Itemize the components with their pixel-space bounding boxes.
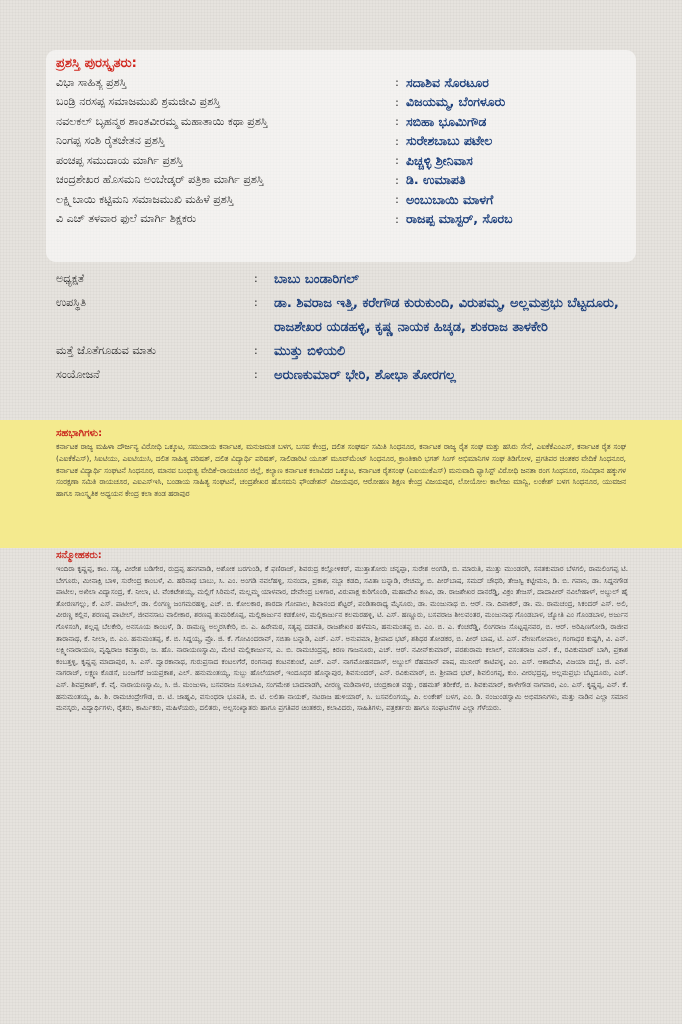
award-row: ಲಕ್ಷ್ಮಿಬಾಯಿ ಕಟ್ಟಿಮನಿ ಸಮಾಜಮುಖಿ ಮಹಿಳೆ ಪ್ರಶಸ್ತಿ : ಅಂಬುಬಾಯಿ ಮಾಳಗೆ	[56, 191, 494, 207]
talk-label: ಮತ್ತೆ ಜೊತೆಗೂಡುವ ಮಾತು	[56, 344, 156, 357]
award-name: ವಿ ಎಚ್ ತಳವಾರ ಫುಲೆ ಮಾರ್ಗಿ ಶಿಕ್ಷಕರು	[56, 212, 197, 226]
award-name: ಲಕ್ಷ್ಮಿಬಾಯಿ ಕಟ್ಟಿಮನಿ ಸಮಾಜಮುಖಿ ಮಹಿಳೆ ಪ್ರಶಸ್ತಿ	[56, 192, 234, 206]
award-recipient: ಡಿ. ಉಮಾಪತಿ	[406, 172, 466, 188]
invitees-text: ಇಂದಿರಾ ಕೃಷ್ಣಪ್ಪ, ಕಾಂ. ಸತ್ಯ, ವೀರೇಶ ಬಡಿಗೇರ, ರುದ್ರಪ್ಪ ಹನಗವಾಡಿ, ಅಶೋಕ ಬರಗುಂಡಿ, ಕೆ ಫಣಿರಾಜ್, ಶಿವರುದ್ರ ಕಲ್ಲೋಳಿಕರ್, ಮುತ್ತಾತೋರು ಚನ್ನಪ್ಪಾ, ಸುರೇಶ ಅಂಗಡಿ, ಬಿ. ಮಾರುತಿ, ಮುತ್ತು ಮುಂಡರಗಿ, ಸನತಕುಮಾರ ಬೆಳಗಲಿ, ರಾಮಲಿಂಗಪ್ಪ ಟಿ. ಬೇಗೂರು, ಮೀನಾಕ್ಷಿ ಬಾಳಿ, ಸುರೇಂದ್ರ ಕಾಂಬಳೆ, ವಿ. ಹರಿನಾಥ ಬಾಬು, ಸಿ. ಎಂ. ಅಂಗಡಿ ನವಲೆಹಳ್ಳಿ, ಸುನಂದಾ, ಪ್ರಕಾಶ, ನಬ್ಬಾ ಕಡದಿ, ಸವಿತಾ ಬನ್ನಾಡಿ, ರೇಚಮ್ಮ, ಬಿ. ಪೀರ್‌ಬಾಷ, ಸಮದ್ ಚೌಧರಿ, ತೇಜಸ್ವಿ ಕಟ್ಟೀಮನಿ, ಡಿ. ಬಿ. ಗವಾನಿ, ಡಾ. ಸಿದ್ದನಗೌಡ ಪಾಟೀಲ, ಅಖಿಲಾ ವಿದ್ಯಾಸಂದ್ರ, ಕೆ. ನೀಲಾ, ಟಿ. ವೆಂಕಟೇಶಯ್ಯ, ಮಲ್ಲಿಗೆ ಸಿರಿಮನೆ, ಮಲ್ಲಮ್ಮ ಯಾಳವಾರ, ದೇವೇಂದ್ರ ಬಳಿಗಾರ, ವಿರುಪಾಕ್ಷ ಕುರಿಗೊಂಡಿ, ಮಹಾದೇವಿ ಕಣವಿ, ಡಾ. ರಾಜಶೇಖರ ದಾನರೆಡ್ಡಿ, ವಿಕ್ರಂ ತೇಜಸ್, ದಾದಾಪೀರ್ ನವಿಲೇಹಾಳ್, ಅಬ್ದುಲ್ ಹೈ ತೋರಣಗಲ್ಲು, ಕೆ. ಎಸ್. ಪಾಟೀಲ್, ಡಾ. ಲಿಂಗಣ್ಣ ಜಂಗಮರಹಳ್ಳಿ, ಎಚ್. ಬಿ. ಕೋಲಕಾರ, ಶಾರದಾ ಗೋಪಾಲ, ಶಿವಾನಂದ ಶೆಟ್ಟರ್, ಪಂಡಿತಾರಾಧ್ಯ ಮೈಸೂರು, ಡಾ. ಮಂಜುನಾಥ ಬಿ. ಆರ್. ನಾ. ದಿವಾಕರ್, ಡಾ. ಮ. ರಾಮಚಂದ್ರ, ಸಿಕಂದರ್ ಎಸ್. ಅಲಿ, ವೀರಣ್ಣ ಕಲ್ಲಿನ, ಶರಣಪ್ಪ ಪಾಟೀಲ್, ಜೀವನಸಾಬ ವಾಲೀಕಾರ, ಶರಣಪ್ಪ ತುಮರಿಕೊಪ್ಪ, ಮಲ್ಲಿಕಾರ್ಜುನ ಕಡಕೋಳ, ಮಲ್ಲಿಕಾರ್ಜುನ ಕಲಮರಹಳ್ಳಿ, ಟಿ. ಎಸ್. ಹಣ್ಣೂರು, ಬಸವರಾಜ ಶೀಲವಂತರ, ಮಂಜುನಾಥ ಗೊಂಡಬಾಳ, ಜ್ಯೋತಿ ಎಂ ಗೊಂಡಬಾಳ, ಅರ್ಜುನ ಗೊಳಸಂಗಿ, ಶಲ್ಲಪ್ಪ ಬೆಲಕೇರಿ, ಅನಸೂಯ ಕಾಂಬಳೆ, ಡಿ. ರಾಮಣ್ಣ ಅಲ್ಮರಸಿಕೇರಿ, ಬಿ. ಎ. ಹಿರೇಮಠ, ಸತ್ಯಪ್ಪ ದಡವತಿ, ರಾಜಶೇಖರ ಹಳೆಮನಿ, ಹನುಮಂತಪ್ಪ ಬಿ. ಎಂ. ಬಿ. ಎ. ಕೆಂಚರೆಡ್ಡಿ, ಲಿಂಗರಾಜ ಸೊಟ್ಟಪ್ಪನವರ, ಬಿ. ಆರ್. ಅರಿಷಿಣಗೋಡಿ, ರಾಜೀವ ತಾರಾನಾಥ, ಕೆ. ನೀಲಾ, ಬಿ. ಎಂ. ಹನುಮಂತಪ್ಪ, ಕೆ. ಬಿ. ಸಿದ್ದಯ್ಯ, ಪ್ರೊ. ಜಿ. ಕೆ. ಗೋವಿಂದರಾವ್, ಸಬಿತಾ ಬನ್ನಾಡಿ, ಎಚ್. ಎಸ್. ಅನುಪಮಾ, ಶ್ರೀಪಾದ ಭಟ್, ಶಶಿಧರ ತೋಡಕರ, ಬಿ. ಪೀರ್ ಬಾಷ, ಟಿ. ಎಸ್. ವೇಣುಗೋಪಾಲ, ಗಂಗಾಧರ ಕುಷ್ಟಗಿ, ವಿ. ಎನ್. ಲಕ್ಷ್ಮೀನಾರಾಯಣ, ಪೃಥ್ವಿರಾಜ ಕವತ್ತಾರು, ಜ. ಹೊ. ನಾರಾಯಣಸ್ವಾಮಿ, ಮೇಟಿ ಮಲ್ಲಿಕಾರ್ಜುನ, ಎ. ಬಿ. ರಾಮಚಂದ್ರಪ್ಪ, ಕಿರಣ ಗಾಜನೂರು, ಎಚ್. ಆರ್. ನವೀನ್‌ಕುಮಾರ್, ಪರಶುರಾಮ ಕಲಾಲ್, ವಸಂತರಾಜ ಎನ್. ಕೆ., ರವಿಕುಮಾರ್ ಬಾಗಿ, ಪ್ರಕಾಶ ಕಂಬತ್ತಳ್ಳಿ, ಕೃಷ್ಣಪ್ಪ ಮಾದಾಪುರ, ಸಿ. ಎಸ್. ದ್ವಾರಕಾನಾಥ, ಗುರುಪ್ರಸಾದ ಕಂಟಲಗೆರೆ, ರಂಗನಾಥ ಕಂಟನಕುಂಟೆ, ಎಚ್. ಎನ್. ನಾಗಮೋಹನದಾಸ್, ಅಬ್ದುಲ್ ರೆಹಮಾನ್ ಪಾಷ, ಮುನೀರ್ ಕಾಟಿಪಳ್ಳ, ಎಂ. ಎಸ್. ಆಶಾದೇವಿ, ವಿಜಯಾ ದಬ್ಬೆ, ಜಿ. ಎನ್. ನಾಗರಾಜ್, ಲಕ್ಷ್ಮಣ ಕೊಡಸೆ, ಬಂಜಗೆರೆ ಜಯಪ್ರಕಾಶ, ಎಲ್. ಹನುಮಂತಯ್ಯ, ಸುಬ್ಬು ಹೊಲೆಯಾರ್, ಇಂದೂಧರ ಹೊನ್ನಾಪುರ, ಶಿವಸುಂದರ್, ಎನ್. ರವಿಕುಮಾರ್, ಬಿ. ಶ್ರೀಪಾದ ಭಟ್, ಶಿವಲಿಂಗಪ್ಪ, ಕುಂ. ವೀರಭದ್ರಪ್ಪ, ಅಲ್ಲಮಪ್ರಭು ಬೆಟ್ಟದೂರು, ಎಚ್. ಎಸ್. ಶಿವಪ್ರಕಾಶ್, ಕೆ. ವೈ. ನಾರಾಯಣಸ್ವಾಮಿ, ಸಿ. ಜಿ. ಮಂಜುಳಾ, ಬಸವರಾಜ ಸೂಳಿಬಾವಿ, ಸಂಗಮೇಶ ಬಾದವಾಡಗಿ, ವೀರಣ್ಣ ಮಡಿವಾಳರ, ಚಂದ್ರಕಾಂತ ವಡ್ಡು, ರಹಮತ್ ತರೀಕೆರೆ, ಬಿ. ಶಿವಕುಮಾರ್, ಕಾಳೇಗೌಡ ನಾಗವಾರ, ಎಂ. ಎಸ್. ಕೃಷ್ಣಪ್ಪ, ಎನ್. ಕೆ. ಹನುಮಂತಯ್ಯ, ಹಿ. ಶಿ. ರಾಮಚಂದ್ರೇಗೌಡ, ಬಿ. ಟಿ. ಜಾಹ್ನವಿ, ವಸುಂಧರಾ ಭೂಪತಿ, ಬಿ. ಟಿ. ಲಲಿತಾ ನಾಯಕ್, ನಟರಾಜ ಹುಳಿಯಾರ್, ಸಿ. ಬಸವಲಿಂಗಯ್ಯ, ಪಿ. ಲಂಕೇಶ್ ಬಳಗ, ಎಂ. ಡಿ. ನಂಜುಂಡಸ್ವಾಮಿ ಅಭಿಮಾನಿಗಳು, ಮತ್ತು ನಾಡಿನ ಎಲ್ಲಾ ಸಮಾನ ಮನಸ್ಕರು, ವಿದ್ಯಾರ್ಥಿಗಳು, ರೈತರು, ಕಾರ್ಮಿಕರು, ಮಹಿಳೆಯರು, ದಲಿತರು, ಅಲ್ಪಸಂಖ್ಯಾತರು ಹಾಗೂ ಪ್ರಗತಿಪರ ಚಿಂತಕರು, ಕಲಾವಿದರು, ಸಾಹಿತಿಗಳು, ಪತ್ರಕರ್ತರು ಹಾಗೂ ಸಂಘಟನೆಗಳ ಎಲ್ಲಾ ಗೆಳೆಯರು.	[56, 564, 628, 713]
award-recipient: ವಿಜಯಮ್ಮ, ಬೆಂಗಳೂರು	[406, 94, 506, 110]
president-value: ಬಾಬು ಬಂಡಾರಿಗಲ್	[274, 272, 359, 287]
award-recipient: ಸುರೇಶಬಾಬು ಪಟೇಲ	[406, 133, 493, 149]
program-section	[56, 268, 646, 418]
awards-panel	[46, 50, 636, 262]
organizer-row: ಸಂಯೋಜನೆ : ಅರುಣಕುಮಾರ್ ಭೇರಿ, ಶೋಭಾ ತೋರಗಲ್ಲ	[56, 364, 646, 388]
president-label: ಅಧ್ಯಕ್ಷತೆ	[56, 272, 85, 285]
award-name: ನವಲಕಲ್ ಬೃಹನ್ಮಠ ಶಾಂತವೀರಮ್ಮ ಮಹಾತಾಯಿ ಕಥಾ ಪ್ರಶಸ್ತಿ	[56, 114, 268, 128]
award-recipient: ಸದಾಶಿವ ಸೊರಟೂರ	[406, 74, 489, 90]
award-row: ನವಲಕಲ್ ಬೃಹನ್ಮಠ ಶಾಂತವೀರಮ್ಮ ಮಹಾತಾಯಿ ಕಥಾ ಪ್ರಶಸ್ತಿ : ಸಬಿಹಾ ಭೂಮಿಗೌಡ	[56, 113, 487, 129]
award-recipient: ಅಂಬುಬಾಯಿ ಮಾಳಗೆ	[406, 191, 494, 207]
award-row: ಬಂಡ್ರಿ ನರಸಪ್ಪ ಸಮಾಜಮುಖಿ ಶ್ರಮಜೀವಿ ಪ್ರಶಸ್ತಿ : ವಿಜಯಮ್ಮ, ಬೆಂಗಳೂರು	[56, 94, 506, 110]
award-name: ಬಂಡ್ರಿ ನರಸಪ್ಪ ಸಮಾಜಮುಖಿ ಶ್ರಮಜೀವಿ ಪ್ರಶಸ್ತಿ	[56, 95, 220, 109]
awards-title: ಪ್ರಶಸ್ತಿ ಪುರಸ್ಕೃತರು:	[56, 56, 137, 71]
award-name: ನಿಂಗಪ್ಪ ಸಂಶಿ ರೈತಚೇತನ ಪ್ರಶಸ್ತಿ	[56, 134, 165, 148]
invitees-section	[56, 550, 628, 1010]
participants-title: ಸಹಭಾಗಿಗಳು:	[56, 428, 103, 439]
award-row: ಚಂದ್ರಶೇಖರ ಹೊಸಮನಿ ಅಂಬೇಡ್ಕರ್ ಪತ್ರಿಕಾ ಮಾರ್ಗಿ ಪ್ರಶಸ್ತಿ : ಡಿ. ಉಮಾಪತಿ	[56, 172, 466, 188]
award-recipient: ರಾಜಪ್ಪ ಮಾಸ್ಟರ್, ಸೊರಬ	[406, 211, 513, 227]
organizer-label: ಸಂಯೋಜನೆ	[56, 368, 100, 381]
organizer-value: ಅರುಣಕುಮಾರ್ ಭೇರಿ, ಶೋಭಾ ತೋರಗಲ್ಲ	[274, 368, 456, 383]
presence-value: ಡಾ. ಶಿವರಾಜ ಇತ್ತಿ, ಕರೇಗೌಡ ಕುರುಕುಂದಿ, ವಿರುಪಮ್ಮ, ಅಲ್ಲಮಪ್ರಭು ಬೆಟ್ಟದೂರು, ರಾಜಶೇಖರ ಯಡಹಳ್ಳಿ, ಕೃಷ್ಣ ನಾಯಕ ಹಿಚ್ಕಡ, ಶುಕರಾಜ ತಾಳಕೇರಿ	[274, 296, 619, 335]
award-name: ಪಂಚಪ್ಪ ಸಮುದಾಯ ಮಾರ್ಗಿ ಪ್ರಶಸ್ತಿ	[56, 153, 183, 167]
award-name: ವಿಭಾ ಸಾಹಿತ್ಯ ಪ್ರಶಸ್ತಿ	[56, 75, 127, 89]
award-name: ಚಂದ್ರಶೇಖರ ಹೊಸಮನಿ ಅಂಬೇಡ್ಕರ್ ಪತ್ರಿಕಾ ಮಾರ್ಗಿ ಪ್ರಶಸ್ತಿ	[56, 173, 264, 187]
award-row: ವಿಭಾ ಸಾಹಿತ್ಯ ಪ್ರಶಸ್ತಿ : ಸದಾಶಿವ ಸೊರಟೂರ	[56, 74, 489, 90]
award-recipient: ಪಿಚ್ಚಳ್ಳಿ ಶ್ರೀನಿವಾಸ	[406, 152, 473, 168]
participants-text: ಕರ್ನಾಟಕ ರಾಜ್ಯ ಮಹಿಳಾ ದೌರ್ಜನ್ಯ ವಿರೋಧಿ ಒಕ್ಕೂಟ, ಸಮುದಾಯ ಕರ್ನಾಟಕ, ಮನುಜಮತ ಬಳಗ, ಬಸವ ಕೇಂದ್ರ, ದಲಿತ ಸಂಘರ್ಷ ಸಮಿತಿ ಸಿಂಧನೂರ, ಕರ್ನಾಟಕ ರಾಜ್ಯ ರೈತ ಸಂಘ ಮತ್ತು ಹಸಿರು ಸೇನೆ, ಎಐಕೆಕೆಎಂಎಸ್, ಕರ್ನಾಟಕ ರೈತ ಸಂಘ (ಎಐಕೆಕೆಎಸ್), ಸಿಐಟಿಯು, ಎಐಟಿಯುಸಿ, ದಲಿತ ಸಾಹಿತ್ಯ ಪರಿಷತ್, ದಲಿತ ವಿದ್ಯಾರ್ಥಿ ಪರಿಷತ್, ಸಾಲಿಡಾರಿಟಿ ಯೂತ್ ಮೂವ್‌ಮೆಂಟ್ ಸಿಂಧನೂರ, ಕ್ರಾಂತಿಕಾರಿ ಭಗತ್ ಸಿಂಗ್ ಅಭಿಮಾನಿಗಳ ಸಂಘ ತಿಡಿಗೋಳ, ಪ್ರಗತಿಪರ ಚಿಂತಕರ ವೇದಿಕೆ ಸಿಂಧನೂರ, ಕರ್ನಾಟಕ ವಿದ್ಯಾರ್ಥಿ ಸಂಘಟನೆ ಸಿಂಧನೂರ, ಮಾನವ ಬಂಧುತ್ವ ವೇದಿಕೆ–ರಾಯಚೂರ ಜಿಲ್ಲೆ, ಕಲ್ಯಾಣ ಕರ್ನಾಟಕ ಕಲಾವಿದರ ಒಕ್ಕೂಟ, ಕರ್ನಾಟಕ ರೈತಸಂಘ (ಎಐಯುಕೆಎಸ್) ಮನುವಾದಿ ಫ್ಯಾಸಿಸ್ಟ್ ವಿರೋಧಿ ಜನತಾ ರಂಗ ಸಿಂಧನೂರ, ಸಂವಿಧಾನ ಹಕ್ಕುಗಳ ಸಂರಕ್ಷಣಾ ಸಮಿತಿ ರಾಯಚೂರ, ಎಐಎಸ್‌ಇಸಿ, ಬಂಡಾಯ ಸಾಹಿತ್ಯ ಸಂಘಟನೆ, ಚಂದ್ರಶೇಖರ ಹೊಸಮನಿ ಫೌಂಡೇಶನ್ ವಿಜಯಪುರ, ಆರೋಹಣ ಶಿಕ್ಷಣ ಕೇಂದ್ರ ವಿಜಯಪುರ, ಲೋಯೋಲ ಕಾಲೇಜು ಮಾನ್ವಿ, ಲಂಕೇಶ್ ಬಳಗ ಸಿಂಧನೂರ, ಯುವಜನ ಹಾಗೂ ಸಾಂಸ್ಕೃತಿಕ ಅಧ್ಯಯನ ಕೇಂದ್ರ ಕಲಾ ತಂಡ ಹರಾಪುರ	[56, 442, 626, 499]
presence-label: ಉಪಸ್ಥಿತಿ	[56, 296, 87, 309]
award-row: ಪಂಚಪ್ಪ ಸಮುದಾಯ ಮಾರ್ಗಿ ಪ್ರಶಸ್ತಿ : ಪಿಚ್ಚಳ್ಳಿ ಶ್ರೀನಿವಾಸ	[56, 152, 473, 168]
award-list	[56, 73, 626, 229]
talk-row: ಮತ್ತೆ ಜೊತೆಗೂಡುವ ಮಾತು : ಮುತ್ತು ಬಿಳಿಯಲಿ	[56, 340, 646, 364]
award-row: ನಿಂಗಪ್ಪ ಸಂಶಿ ರೈತಚೇತನ ಪ್ರಶಸ್ತಿ : ಸುರೇಶಬಾಬು ಪಟೇಲ	[56, 133, 493, 149]
president-row: ಅಧ್ಯಕ್ಷತೆ : ಬಾಬು ಬಂಡಾರಿಗಲ್	[56, 268, 646, 292]
award-recipient: ಸಬಿಹಾ ಭೂಮಿಗೌಡ	[406, 113, 487, 129]
award-row: ವಿ ಎಚ್ ತಳವಾರ ಫುಲೆ ಮಾರ್ಗಿ ಶಿಕ್ಷಕರು : ರಾಜಪ್ಪ ಮಾಸ್ಟರ್, ಸೊರಬ	[56, 211, 513, 227]
invitees-title: ಸನ್ಮೋಹಕರು:	[56, 550, 102, 561]
talk-value: ಮುತ್ತು ಬಿಳಿಯಲಿ	[274, 344, 346, 359]
participants-section	[0, 420, 682, 548]
presence-row: ಉಪಸ್ಥಿತಿ : ಡಾ. ಶಿವರಾಜ ಇತ್ತಿ, ಕರೇಗೌಡ ಕುರುಕುಂದಿ, ವಿರುಪಮ್ಮ, ಅಲ್ಲಮಪ್ರಭು ಬೆಟ್ಟದೂರು, ರಾಜಶೇಖರ ಯಡಹಳ್ಳಿ, ಕೃಷ್ಣ ನಾಯಕ ಹಿಚ್ಕಡ, ಶುಕರಾಜ ತಾಳಕೇರಿ	[56, 292, 646, 340]
